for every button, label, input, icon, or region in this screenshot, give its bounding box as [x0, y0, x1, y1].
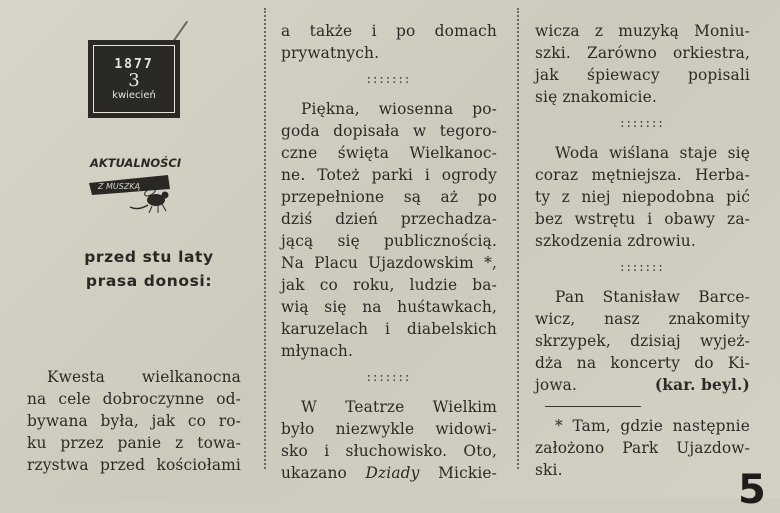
col2-line: jak co roku, ludzie ba-: [281, 276, 497, 294]
col2-line: było niezwykle widowi-: [281, 420, 497, 438]
separator: :::::::: [620, 116, 665, 131]
col3-line: się znakomicie.: [535, 88, 657, 106]
col3-line: Woda wiślana staje się: [555, 144, 750, 162]
col1-line: rzystwa przed kościołami: [27, 456, 241, 474]
date-box-frame: [93, 45, 175, 113]
col1-line: bywana była, jak co ro-: [27, 412, 241, 430]
col2-line: Na Placu Ujazdowskim *,: [281, 254, 497, 272]
col3-line: wicza z muzyką Moniu-: [535, 22, 750, 40]
col3-line: jak śpiewacy popisali: [535, 66, 750, 84]
footnote-line: ski.: [535, 461, 563, 479]
col3-line: ty z niej niepodobna pić: [535, 188, 750, 206]
col2-line: goda dopisała w tegoro-: [281, 122, 497, 140]
col2-line: prywatnych.: [281, 44, 380, 62]
col3-line: Pan Stanisław Barce-: [555, 288, 750, 306]
heading-line2: prasa donosi:: [85, 272, 213, 290]
col2-line: jącą się publicznością.: [281, 232, 497, 250]
aktualnosci-logo: [86, 145, 186, 220]
column-divider-1: [264, 8, 266, 469]
column-2-text: [281, 20, 497, 484]
date-day: 3: [128, 69, 140, 91]
heading-line1: przed stu laty: [84, 248, 214, 266]
col1-line: Kwesta wielkanocna: [47, 368, 241, 386]
col3-line: szki. Zarówno orkiestra,: [535, 44, 750, 62]
col3-line: bez wstrętu i obawy za-: [535, 210, 750, 228]
col1-line: ku przez panie z towa-: [27, 434, 241, 452]
col3-line: dża na koncerty do Ki-: [535, 354, 750, 372]
col2-line: [281, 462, 497, 484]
col2-line: czne święta Wielkanoc-: [281, 144, 497, 162]
col2-line: przepełnione są aż po: [281, 188, 497, 206]
col2-line: sko i słuchowisko. Oto,: [281, 442, 497, 460]
col2-line: ne. Toteż parki i ogrody: [281, 166, 497, 184]
col2-line: wią się na huśtawkach,: [281, 298, 497, 316]
logo-line1: AKTUALNOŚCI: [90, 156, 182, 170]
section-heading: [60, 245, 238, 293]
column-3-text: [535, 20, 750, 481]
col3-line: coraz mętniejsza. Herba-: [535, 166, 750, 184]
col3-line: szkodzenia zdrowiu.: [535, 232, 696, 250]
date-box: [88, 40, 180, 118]
col3-last-word: jowa.: [535, 376, 578, 394]
date-month: kwiecień: [112, 89, 156, 101]
logo-line2: Z MUSZKĄ: [98, 182, 141, 191]
col3-line: [535, 374, 750, 396]
col2-line: Piękna, wiosenna po-: [301, 100, 497, 118]
footnote-line: założono Park Ujazdow-: [535, 439, 750, 457]
col2-line: a także i po domach: [281, 22, 497, 40]
col2-line: dziś dzień przechadza-: [281, 210, 497, 228]
col2-text: ukazano: [281, 464, 366, 482]
footnote-rule: [545, 406, 641, 407]
col3-line: skrzypek, dzisiaj wyjeż-: [535, 332, 750, 350]
col1-line: na cele dobroczynne od-: [27, 390, 241, 408]
column-1-text: [27, 366, 241, 476]
column-divider-2: [517, 8, 519, 469]
col3-line: wicz, nasz znakomity: [535, 310, 750, 328]
author-signature: (kar. beyl.): [654, 376, 750, 394]
col2-line: W Teatrze Wielkim: [301, 398, 497, 416]
separator: :::::::: [366, 370, 412, 385]
col2-text: Mickie-: [419, 464, 497, 482]
page-number: 5: [738, 467, 766, 513]
dziady-title: Dziady: [365, 464, 420, 482]
date-year: 1877: [114, 56, 154, 72]
footnote-line: * Tam, gdzie następnie: [555, 417, 750, 435]
col2-line: młynach.: [281, 342, 353, 360]
separator: :::::::: [366, 72, 412, 87]
col2-line: karuzelach i diabelskich: [281, 320, 497, 338]
separator: :::::::: [620, 260, 665, 275]
